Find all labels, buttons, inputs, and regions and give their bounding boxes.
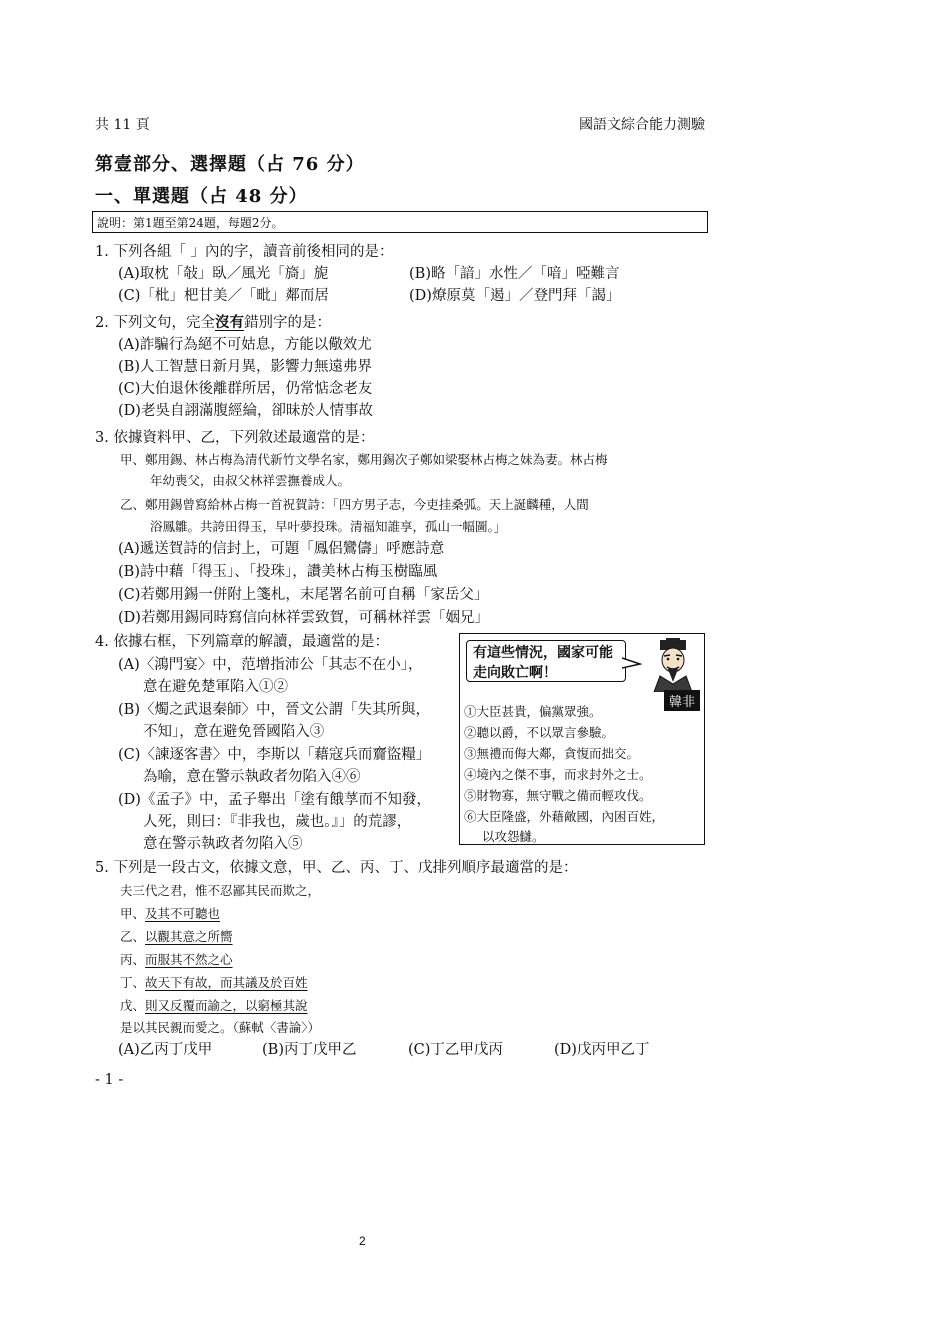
- q4-option-c-line1: (C)〈諫逐客書〉中，李斯以「藉寇兵而齎盜糧」: [118, 747, 431, 763]
- q1-option-b: (B)略「諳」水性／「喑」啞難言: [409, 266, 620, 282]
- q1-option-a: (A)取枕「敧」臥／風光「旖」旎: [118, 266, 329, 282]
- q4-option-d-line1: (D)《孟子》中，孟子舉出「塗有餓莩而不知發，: [118, 792, 431, 808]
- q3-option-d: (D)若鄭用錫同時寫信向林祥雲致賀，可稱林祥雲「姻兄」: [118, 610, 489, 626]
- q5-passage-closing: 是以其民親而愛之。（蘇軾〈書論〉）: [120, 1020, 321, 1035]
- q1-option-d: (D)燎原莫「遏」／登門拜「謁」: [409, 288, 621, 304]
- instruction-text: 說明：第1題至第24題，每題2分。: [97, 216, 284, 230]
- bubble-tail-icon: [622, 656, 642, 670]
- q5-passage-opening: 夫三代之君，惟不忍鄙其民而欺之，: [120, 883, 321, 898]
- q3-option-b: (B)詩中藉「得玉」、「投珠」，讚美林占梅玉樹臨風: [118, 564, 438, 580]
- q4-option-d-line2: 人死，則曰：『非我也，歲也。』」的荒謬，: [143, 814, 412, 830]
- q4-stem: 4. 依據右框，下列篇章的解讀，最適當的是：: [95, 634, 389, 650]
- page-mark: - 1 -: [95, 1072, 124, 1088]
- q1-stem: 1. 下列各組「 」內的字，讀音前後相同的是：: [95, 244, 394, 260]
- q4-option-b-line1: (B)〈燭之武退秦師〉中，晉文公謂「失其所與，: [118, 702, 430, 718]
- section-title: 一、單選題（占 48 分）: [95, 186, 308, 207]
- sidebox-item: ⑤財物寡，無守戰之備而輕攻伐。: [464, 788, 652, 803]
- q2-option-b: (B)人工智慧日新月異，影響力無遠弗界: [118, 359, 372, 375]
- q2-emphasis: 沒有: [214, 314, 244, 331]
- sidebox-item: ②聽以爵，不以眾言參驗。: [464, 725, 615, 740]
- q5-option-d: (D)戊丙甲乙丁: [554, 1042, 650, 1058]
- q5-stem: 5. 下列是一段古文，依據文意，甲、乙、丙、丁、戊排列順序最適當的是：: [95, 860, 578, 876]
- hanfei-name-label: 韓非: [664, 690, 700, 711]
- q3-source-jia-line2: 年幼喪父，由叔父林祥雲撫養成人。: [150, 473, 351, 488]
- q5-option-b: (B)丙丁戊甲乙: [262, 1042, 357, 1058]
- q5-option-a: (A)乙丙丁戊甲: [118, 1042, 213, 1058]
- page-count: 共 11 頁: [95, 117, 150, 133]
- q5-segment-wu: 戊、則又反覆而諭之，以窮極其說: [120, 998, 308, 1013]
- hanfei-sidebox: [459, 633, 705, 845]
- q4-option-a-line1: (A)〈鴻門宴〉中，范增指沛公「其志不在小」，: [118, 657, 423, 673]
- sidebox-item: ⑥大臣隆盛，外藉敵國，內困百姓，: [464, 809, 665, 824]
- part-title: 第壹部分、選擇題（占 76 分）: [95, 154, 365, 175]
- q3-source-yi-line2: 浴鳳雛。共誇田得玉，早叶夢投珠。清福知誰享，孤山一幅圖。」: [150, 519, 507, 534]
- q2-option-d: (D)老吳自詡滿腹經綸，卻昧於人情事故: [118, 403, 373, 419]
- q3-stem: 3. 依據資料甲、乙，下列敘述最適當的是：: [95, 430, 375, 446]
- q2-stem: 2. 下列文句，完全沒有錯別字的是：: [95, 314, 331, 331]
- q2-option-a: (A)詐騙行為絕不可姑息，方能以儆效尤: [118, 337, 372, 353]
- q4-option-c-line2: 為喻，意在警示執政者勿陷入④⑥: [143, 769, 361, 785]
- q4-option-d-line3: 意在警示執政者勿陷入⑤: [143, 836, 303, 852]
- q5-option-c: (C)丁乙甲戊丙: [408, 1042, 503, 1058]
- sidebox-item: ④境內之傑不事，而求封外之士。: [464, 767, 652, 782]
- exam-title: 國語文綜合能力測驗: [579, 117, 705, 133]
- q3-option-a: (A)遞送賀詩的信封上，可題「鳳侶鸞儔」呼應詩意: [118, 541, 445, 557]
- q4-option-b-line2: 不知」，意在避免晉國陷入③: [143, 724, 325, 740]
- q3-source-jia-line1: 甲、鄭用錫、林占梅為清代新竹文學名家，鄭用錫次子鄭如梁娶林占梅之妹為妻。林占梅: [120, 452, 608, 467]
- q1-option-c: (C)「枇」杷甘美／「毗」鄰而居: [118, 288, 329, 304]
- q2-option-c: (C)大伯退休後離群所居，仍常惦念老友: [118, 381, 373, 397]
- hanfei-portrait-icon: [648, 638, 698, 692]
- sidebox-item: ①大臣甚貴，偏黨眾強。: [464, 704, 602, 719]
- q3-source-yi-line1: 乙、鄭用錫曾寫給林占梅一首祝賀詩：「四方男子志，今吏挂桑弧。天上誕麟種，人間: [120, 497, 589, 512]
- q5-segment-jia: 甲、及其不可聽也: [120, 906, 221, 921]
- q3-option-c: (C)若鄭用錫一併附上箋札，末尾署名前可自稱「家岳父」: [118, 587, 489, 603]
- sidebox-item: ③無禮而侮大鄰，貪愎而拙交。: [464, 746, 640, 761]
- q5-segment-ding: 丁、故天下有故，而其議及於百姓: [120, 975, 308, 990]
- q4-option-a-line2: 意在避免楚軍陷入①②: [143, 679, 288, 695]
- pdf-page-number: 2: [359, 1234, 366, 1248]
- sidebox-item: 以攻怨讎。: [482, 829, 545, 844]
- q5-segment-bing: 丙、而服其不然之心: [120, 952, 233, 967]
- q5-segment-yi: 乙、以觀其意之所嚮: [120, 929, 233, 944]
- instruction-box: [92, 211, 708, 233]
- speech-bubble: 有這些情況，國家可能走向敗亡啊！: [466, 640, 626, 682]
